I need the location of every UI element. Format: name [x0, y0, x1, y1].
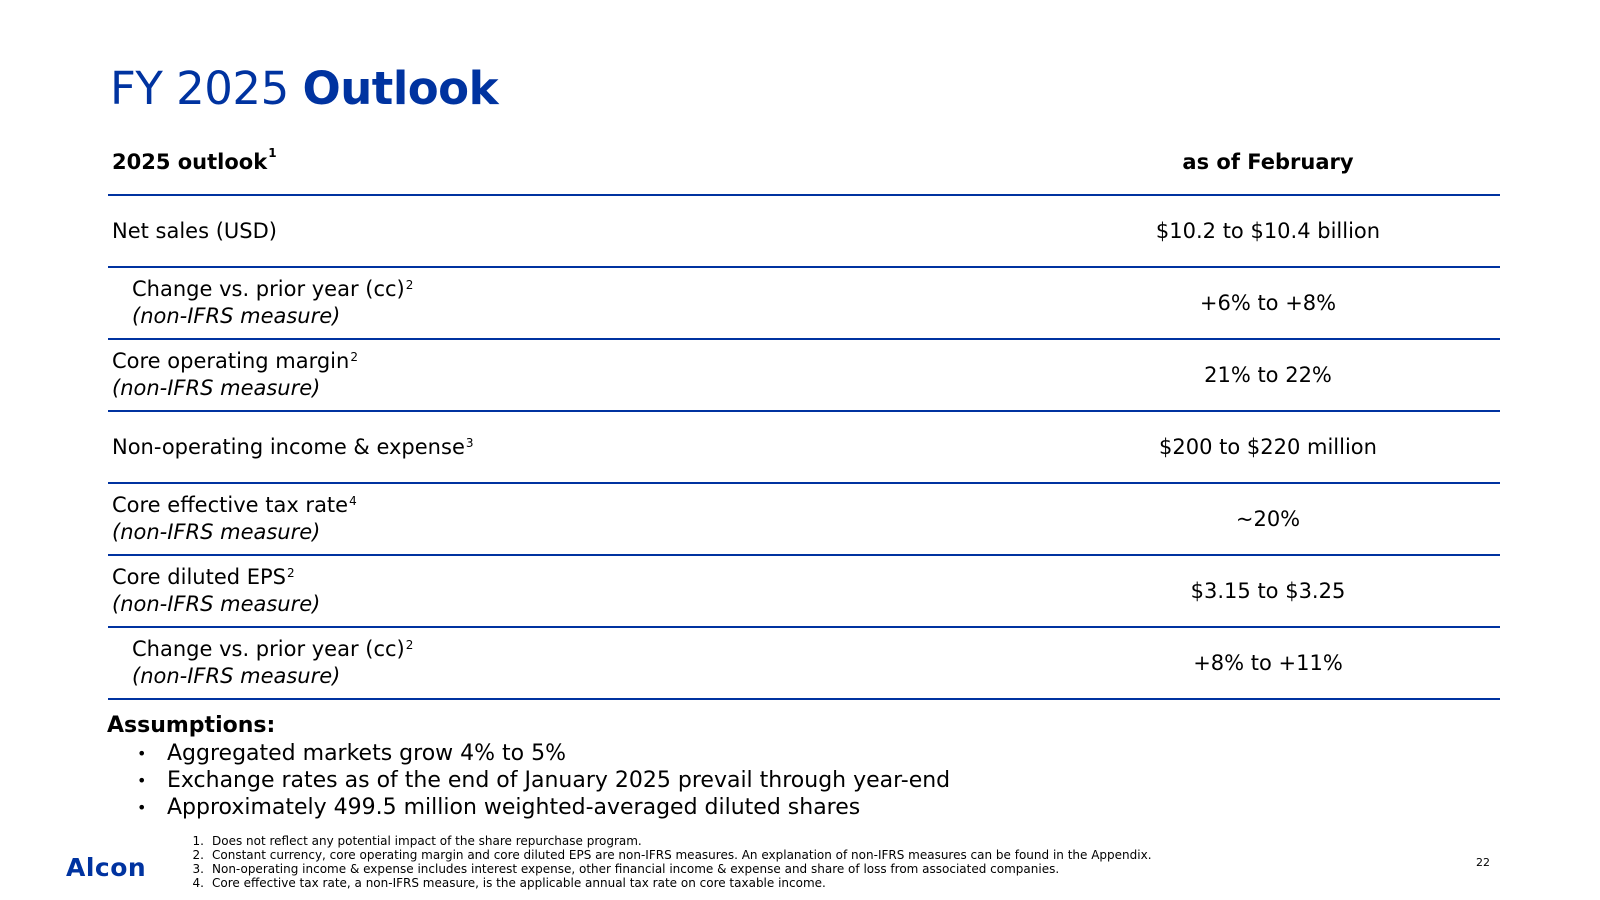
row-label-text: Core operating margin: [112, 349, 350, 373]
row-value: 21% to 22%: [1204, 363, 1332, 387]
row-label: [132, 276, 413, 303]
assumptions-list: [107, 740, 950, 821]
page-title: [110, 62, 498, 115]
footnote-number: 4.: [192, 876, 204, 890]
row-label: [112, 218, 277, 245]
footnote-ref: 2: [405, 278, 414, 292]
row-label-text: Non-operating income & expense: [112, 434, 465, 459]
table-row-tax-rate: [108, 484, 1500, 556]
row-value: $200 to $220 million: [1159, 435, 1377, 459]
footnote-ref: 2: [350, 350, 358, 364]
row-value: $3.15 to $3.25: [1190, 579, 1346, 603]
row-label: [112, 492, 357, 519]
assumptions-heading: Assumptions:: [107, 713, 276, 738]
assumptions: [107, 712, 950, 821]
footnote-number: 3.: [192, 862, 204, 876]
row-label-text: Change vs. prior year (cc): [132, 277, 405, 301]
alcon-logo: Alcon: [66, 853, 147, 882]
footnote-ref: 4: [349, 494, 357, 508]
row-value: +8% to +11%: [1193, 651, 1343, 675]
footnote-item: [182, 848, 1152, 862]
header-outlook: [112, 146, 277, 174]
footnote-item: [182, 834, 1152, 848]
title-bold: Outlook: [302, 62, 498, 115]
table-header: [108, 136, 1500, 196]
footnote-ref: 2: [287, 566, 295, 580]
assumption-item: • Exchange rates as of the end of January 2025 prevail through year-end: [107, 767, 950, 794]
row-label-text: Net sales (USD): [112, 218, 277, 243]
table-row-net-sales: [108, 196, 1500, 268]
footnote-ref: 2: [405, 638, 414, 652]
table-row-eps-change: [108, 628, 1500, 700]
table-row-sales-change: [108, 268, 1500, 340]
table-row-core-operating-margin: [108, 340, 1500, 412]
table-row-non-operating: [108, 412, 1500, 484]
row-value: $10.2 to $10.4 billion: [1155, 219, 1381, 243]
assumption-item: • Aggregated markets grow 4% to 5%: [107, 740, 950, 767]
row-note: (non-IFRS measure): [112, 520, 321, 544]
row-value: +6% to +8%: [1199, 291, 1337, 315]
outlook-table: [108, 136, 1500, 700]
footnote-text: Constant currency, core operating margin and core diluted EPS are non-IFRS measures. An explanation of non-IFRS measures can be found in the Appendix.: [212, 848, 1152, 862]
footnote-item: [182, 876, 1152, 890]
row-note: (non-IFRS measure): [132, 664, 341, 688]
row-note: (non-IFRS measure): [112, 376, 321, 400]
row-label: [112, 434, 474, 461]
row-label: [112, 348, 358, 375]
footnote-number: 1.: [192, 834, 204, 848]
footnote-text: Non-operating income & expense includes interest expense, other financial income & expense and share of loss from associated companies.: [212, 862, 1060, 876]
header-as-of: as of February: [1182, 150, 1354, 174]
assumption-item: • Approximately 499.5 million weighted-averaged diluted shares: [107, 794, 950, 821]
row-label-text: Core effective tax rate: [112, 493, 349, 517]
footnote-text: Core effective tax rate, a non-IFRS measure, is the applicable annual tax rate on core taxable income.: [212, 876, 826, 890]
row-label-text: Core diluted EPS: [112, 565, 287, 589]
row-note: (non-IFRS measure): [112, 592, 321, 616]
row-note: (non-IFRS measure): [132, 304, 341, 328]
footnote-text: Does not reflect any potential impact of the share repurchase program.: [212, 834, 642, 848]
footnote-ref: 1: [268, 146, 277, 160]
row-label: [112, 564, 320, 591]
row-label-text: Change vs. prior year (cc): [132, 637, 405, 661]
header-outlook-label: 2025 outlook: [112, 150, 268, 174]
page-number: 22: [1476, 856, 1490, 869]
table-row-core-eps: [108, 556, 1500, 628]
row-value: ~20%: [1235, 507, 1301, 531]
footnotes: [182, 834, 1152, 890]
row-label: [132, 636, 413, 663]
footnote-number: 2.: [192, 848, 204, 862]
footnote-ref: 3: [465, 435, 474, 450]
title-light: FY 2025: [110, 62, 289, 115]
footnote-item: [182, 862, 1152, 876]
